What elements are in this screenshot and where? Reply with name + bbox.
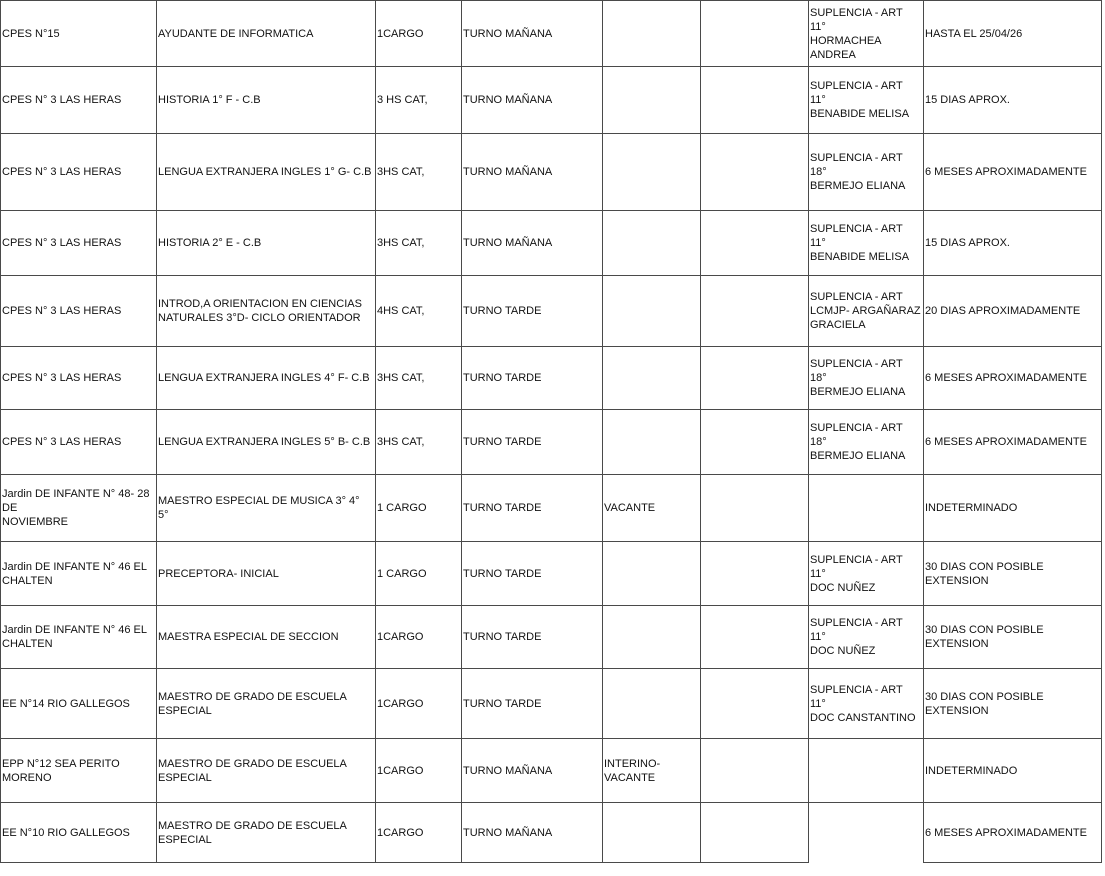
cell-reason: SUPLENCIA - ART 18° BERMEJO ELIANA xyxy=(809,410,924,475)
cell-position: LENGUA EXTRANJERA INGLES 1° G- C.B xyxy=(157,134,376,211)
cell-hours: 3 HS CAT, xyxy=(376,67,462,134)
cell-establishment: Jardin DE INFANTE N° 46 EL CHALTEN xyxy=(1,542,157,606)
cell-hours: 1CARGO xyxy=(376,739,462,803)
cell-shift: TURNO TARDE xyxy=(462,347,603,410)
cell-reason xyxy=(809,475,924,542)
cell-establishment: Jardin DE INFANTE N° 46 EL CHALTEN xyxy=(1,606,157,669)
cell-reason: SUPLENCIA - ART 11° DOC CANSTANTINO xyxy=(809,669,924,739)
cell-hours: 4HS CAT, xyxy=(376,276,462,347)
cell-position: MAESTRO DE GRADO DE ESCUELA ESPECIAL xyxy=(157,803,376,863)
cell-shift: TURNO TARDE xyxy=(462,669,603,739)
table-row xyxy=(1,276,1102,347)
cell-shift: TURNO MAÑANA xyxy=(462,67,603,134)
cell-hours: 3HS CAT, xyxy=(376,410,462,475)
cell-duration: 6 MESES APROXIMADAMENTE xyxy=(924,134,1102,211)
cell-position: MAESTRO DE GRADO DE ESCUELA ESPECIAL xyxy=(157,739,376,803)
cell-status: INTERINO- VACANTE xyxy=(603,739,701,803)
cell-reason: SUPLENCIA - ART 11° DOC NUÑEZ xyxy=(809,542,924,606)
cell-establishment: CPES N° 3 LAS HERAS xyxy=(1,211,157,276)
cell-hours: 1CARGO xyxy=(376,606,462,669)
table-row xyxy=(1,669,1102,739)
cell-shift: TURNO TARDE xyxy=(462,542,603,606)
cell-status xyxy=(603,542,701,606)
cell-extra xyxy=(701,475,809,542)
cell-position: MAESTRA ESPECIAL DE SECCION xyxy=(157,606,376,669)
cell-duration: 15 DIAS APROX. xyxy=(924,211,1102,276)
table-row xyxy=(1,475,1102,542)
cell-duration: 30 DIAS CON POSIBLE EXTENSION xyxy=(924,606,1102,669)
cell-position: MAESTRO DE GRADO DE ESCUELA ESPECIAL xyxy=(157,669,376,739)
table-row xyxy=(1,347,1102,410)
cell-status xyxy=(603,67,701,134)
cell-reason: SUPLENCIA - ART 18° BERMEJO ELIANA xyxy=(809,134,924,211)
cell-reason: SUPLENCIA - ART 11° BENABIDE MELISA xyxy=(809,67,924,134)
cell-shift: TURNO MAÑANA xyxy=(462,211,603,276)
cell-shift: TURNO TARDE xyxy=(462,606,603,669)
cell-status xyxy=(603,669,701,739)
cell-reason xyxy=(809,803,924,863)
cell-establishment: CPES N° 3 LAS HERAS xyxy=(1,410,157,475)
cell-extra xyxy=(701,211,809,276)
cell-duration: INDETERMINADO xyxy=(924,739,1102,803)
cell-duration: 30 DIAS CON POSIBLE EXTENSION xyxy=(924,542,1102,606)
table-row xyxy=(1,1,1102,67)
cell-reason: SUPLENCIA - ART LCMJP- ARGAÑARAZ GRACIELA xyxy=(809,276,924,347)
cell-position: MAESTRO ESPECIAL DE MUSICA 3° 4° 5° xyxy=(157,475,376,542)
cell-position: AYUDANTE DE INFORMATICA xyxy=(157,1,376,67)
cell-reason: SUPLENCIA - ART 18° BERMEJO ELIANA xyxy=(809,347,924,410)
cell-duration: 30 DIAS CON POSIBLE EXTENSION xyxy=(924,669,1102,739)
cell-hours: 1CARGO xyxy=(376,803,462,863)
cell-extra xyxy=(701,134,809,211)
cell-duration: 15 DIAS APROX. xyxy=(924,67,1102,134)
cell-status: VACANTE xyxy=(603,475,701,542)
cell-shift: TURNO MAÑANA xyxy=(462,134,603,211)
cell-reason xyxy=(809,739,924,803)
cell-position: LENGUA EXTRANJERA INGLES 5° B- C.B xyxy=(157,410,376,475)
cell-establishment: EPP N°12 SEA PERITO MORENO xyxy=(1,739,157,803)
cell-shift: TURNO TARDE xyxy=(462,410,603,475)
cell-establishment: CPES N° 3 LAS HERAS xyxy=(1,347,157,410)
cell-position: HISTORIA 1° F - C.B xyxy=(157,67,376,134)
cell-shift: TURNO TARDE xyxy=(462,276,603,347)
cell-status xyxy=(603,276,701,347)
cell-reason: SUPLENCIA - ART 11° DOC NUÑEZ xyxy=(809,606,924,669)
cell-hours: 3HS CAT, xyxy=(376,211,462,276)
cell-duration: 20 DIAS APROXIMADAMENTE xyxy=(924,276,1102,347)
table-row xyxy=(1,606,1102,669)
cell-extra xyxy=(701,276,809,347)
cell-hours: 1 CARGO xyxy=(376,475,462,542)
cell-hours: 3HS CAT, xyxy=(376,134,462,211)
cell-status xyxy=(603,606,701,669)
cell-extra xyxy=(701,347,809,410)
table-row xyxy=(1,739,1102,803)
cell-status xyxy=(603,803,701,863)
cell-status xyxy=(603,347,701,410)
table-row xyxy=(1,542,1102,606)
cell-establishment: CPES N° 3 LAS HERAS xyxy=(1,67,157,134)
cell-extra xyxy=(701,1,809,67)
cell-duration: 6 MESES APROXIMADAMENTE xyxy=(924,410,1102,475)
cell-position: INTROD,A ORIENTACION EN CIENCIAS NATURALES 3°D- CICLO ORIENTADOR xyxy=(157,276,376,347)
cell-establishment: EE N°10 RIO GALLEGOS xyxy=(1,803,157,863)
cell-shift: TURNO TARDE xyxy=(462,475,603,542)
cell-extra xyxy=(701,803,809,863)
cell-shift: TURNO MAÑANA xyxy=(462,739,603,803)
cell-establishment: EE N°14 RIO GALLEGOS xyxy=(1,669,157,739)
cell-status xyxy=(603,134,701,211)
cell-establishment: CPES N° 3 LAS HERAS xyxy=(1,276,157,347)
cell-extra xyxy=(701,669,809,739)
table-row xyxy=(1,803,1102,863)
cell-status xyxy=(603,410,701,475)
cell-duration: 6 MESES APROXIMADAMENTE xyxy=(924,347,1102,410)
cell-reason: SUPLENCIA - ART 11° HORMACHEA ANDREA xyxy=(809,1,924,67)
table-row xyxy=(1,67,1102,134)
cell-establishment: CPES N°15 xyxy=(1,1,157,67)
cell-hours: 3HS CAT, xyxy=(376,347,462,410)
cell-duration: INDETERMINADO xyxy=(924,475,1102,542)
cell-establishment: CPES N° 3 LAS HERAS xyxy=(1,134,157,211)
cell-reason: SUPLENCIA - ART 11° BENABIDE MELISA xyxy=(809,211,924,276)
cell-duration: 6 MESES APROXIMADAMENTE xyxy=(924,803,1102,863)
cell-hours: 1 CARGO xyxy=(376,542,462,606)
cell-establishment: Jardin DE INFANTE N° 48- 28 DE NOVIEMBRE xyxy=(1,475,157,542)
cell-shift: TURNO MAÑANA xyxy=(462,1,603,67)
cell-hours: 1CARGO xyxy=(376,1,462,67)
cell-position: PRECEPTORA- INICIAL xyxy=(157,542,376,606)
cell-extra xyxy=(701,67,809,134)
cell-extra xyxy=(701,410,809,475)
table-row xyxy=(1,211,1102,276)
cell-position: LENGUA EXTRANJERA INGLES 4° F- C.B xyxy=(157,347,376,410)
table-row xyxy=(1,134,1102,211)
cell-extra xyxy=(701,542,809,606)
cell-status xyxy=(603,1,701,67)
cell-position: HISTORIA 2° E - C.B xyxy=(157,211,376,276)
cell-extra xyxy=(701,739,809,803)
cell-extra xyxy=(701,606,809,669)
cell-status xyxy=(603,211,701,276)
table-row xyxy=(1,410,1102,475)
cell-shift: TURNO MAÑANA xyxy=(462,803,603,863)
cell-hours: 1CARGO xyxy=(376,669,462,739)
cell-duration: HASTA EL 25/04/26 xyxy=(924,1,1102,67)
